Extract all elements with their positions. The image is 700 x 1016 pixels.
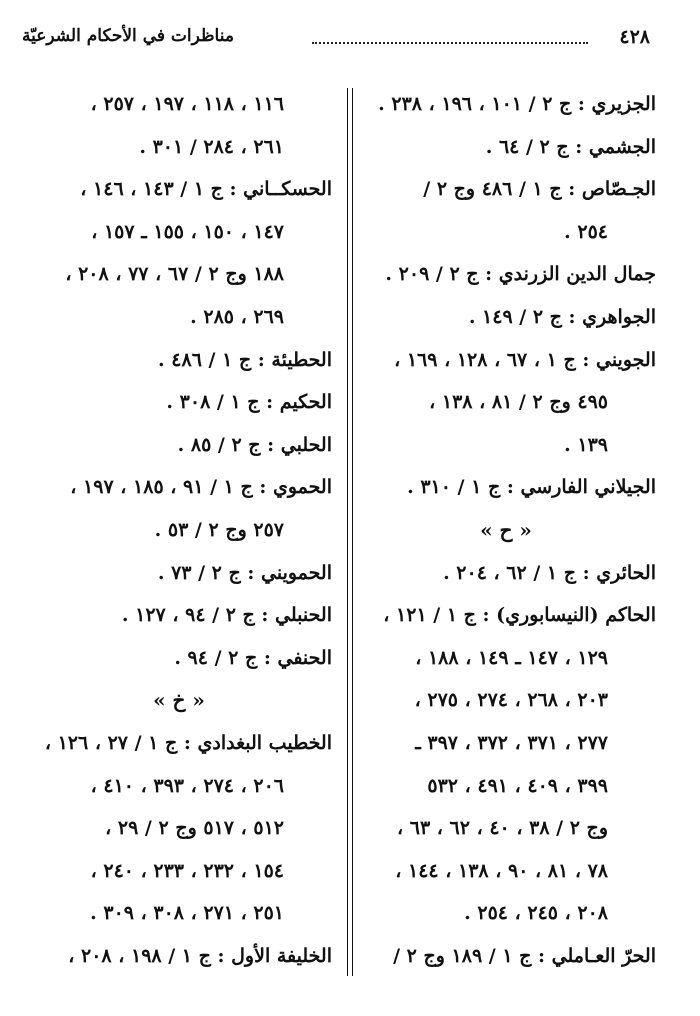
index-entry: الخليفة الأول : ج ١ / ١٩٨ ، ٢٠٨ ، <box>68 944 332 967</box>
index-entry: جمال الدين الزرندي : ج ٢ / ٢٠٩ . <box>385 263 656 286</box>
index-entry-continuation: ٢٠٣ ، ٢٦٨ ، ٢٧٤ ، ٢٧٥ ، <box>414 689 608 712</box>
section-letter-heading: « ح » <box>480 517 532 542</box>
index-entry-continuation: ٤٩٥ وج ٢ / ٨١ ، ١٣٨ ، <box>429 391 608 414</box>
index-entry-continuation: ٢٦١ ، ٢٨٤ / ٣٠١ . <box>139 135 284 158</box>
index-entry-continuation: ٣٩٩ ، ٤٠٩ ، ٤٩١ ، ٥٣٢ <box>427 774 608 797</box>
index-entry: الجشمي : ج ٢ / ٦٤ . <box>485 135 656 158</box>
index-entry: الحسكــاني : ج ١ / ١٤٣ ، ١٤٦ ، <box>80 178 332 201</box>
index-entry-continuation: ٢٧٧ ، ٣٧١ ، ٣٧٢ ، ٣٩٧ ـ <box>415 731 608 754</box>
index-entry-continuation: ١٢٩ ، ١٤٧ ـ ١٤٩ ، ١٨٨ ، <box>415 646 608 669</box>
leader-dots <box>312 42 588 44</box>
index-entry-continuation: ٢٥٧ وج ٢ / ٥٣ . <box>154 518 284 541</box>
index-entry-continuation: ٧٨ ، ٨١ ، ٩٠ ، ١٣٨ ، ١٤٤ ، <box>395 859 608 882</box>
column-divider-line <box>347 88 348 976</box>
index-entry-continuation: وج ٢ / ٣٨ ، ٤٠ ، ٦٢ ، ٦٣ ، <box>396 817 608 840</box>
running-title: مناظرات في الأحكام الشرعيّة <box>22 26 234 46</box>
index-entry-continuation: ١٨٨ وج ٢ / ٦٧ ، ٧٧ ، ٢٠٨ ، <box>65 263 284 286</box>
index-entry: الجويني : ج ١ ، ٦٧ ، ١٢٨ ، ١٦٩ ، <box>394 348 656 371</box>
index-entry: الحلبي : ج ٢ / ٨٥ . <box>177 433 332 456</box>
index-entry-continuation: ١٤٧ ، ١٥٠ ، ١٥٥ ـ ١٥٧ ، <box>91 220 284 243</box>
index-entry: الحكيم : ج ١ / ٣٠٨ . <box>166 391 332 414</box>
index-entry: الجيلاني الفارسي : ج ١ / ٣١٠ . <box>407 476 656 499</box>
index-entry-continuation: ٢٥٤ . <box>564 220 608 243</box>
column-divider-line <box>352 88 353 976</box>
right-column <box>356 83 656 977</box>
index-entry: الجزيري : ج ٢ / ١٠١ ، ١٩٦ ، ٢٣٨ . <box>378 93 656 115</box>
index-entry-continuation: ١١٦ ، ١١٨ ، ١٩٧ ، ٢٥٧ ، <box>90 93 284 115</box>
index-entry: الحرّ العـاملي : ج ١ / ١٨٩ وج ٢ / <box>393 944 656 967</box>
index-entry: الحنفي : ج ٢ / ٩٤ . <box>174 646 332 669</box>
index-entry-continuation: ٥١٢ ، ٥١٧ وج ٢ / ٢٩ ، <box>105 817 284 840</box>
index-entry: الجـصّاص : ج ١ / ٤٨٦ وج ٢ / <box>423 178 656 201</box>
index-entry: الحمويني : ج ٢ / ٧٣ . <box>157 561 332 584</box>
index-entry: الحاكم (النيسابوري) : ج ١ / ١٢١ ، <box>383 604 656 627</box>
page-header <box>22 26 650 56</box>
index-entry-continuation: ١٥٤ ، ٢٣٢ ، ٢٣٣ ، ٢٤٠ ، <box>90 859 284 882</box>
index-entry: الحائري : ج ١ / ٦٢ ، ٢٠٤ . <box>443 561 656 584</box>
index-entry-continuation: ٢٠٦ ، ٢٧٤ ، ٣٩٣ ، ٤١٠ ، <box>90 774 284 797</box>
page-number: ٤٢٨ <box>619 26 650 48</box>
index-entry: الخطيب البغدادي : ج ١ / ٢٧ ، ١٢٦ ، <box>44 731 332 754</box>
index-entry: الحطيئة : ج ١ / ٤٨٦ . <box>158 348 332 371</box>
index-entry-continuation: ٢٠٨ ، ٢٤٥ ، ٢٥٤ . <box>464 902 608 925</box>
index-entry: الحنبلي : ج ٢ / ٩٤ ، ١٢٧ . <box>121 604 332 627</box>
index-entry: الحموي : ج ١ / ٩١ ، ١٨٥ ، ١٩٧ ، <box>70 476 332 499</box>
index-entry-continuation: ٢٥١ ، ٢٧١ ، ٣٠٨ ، ٣٠٩ . <box>90 902 284 925</box>
index-entry-continuation: ١٣٩ . <box>564 433 608 456</box>
index-entry-continuation: ٢٦٩ ، ٢٨٥ . <box>190 305 284 328</box>
section-letter-heading: « خ » <box>153 688 205 713</box>
index-entry: الجواهري : ج ٢ / ١٤٩ . <box>468 305 656 328</box>
left-column <box>26 83 332 977</box>
